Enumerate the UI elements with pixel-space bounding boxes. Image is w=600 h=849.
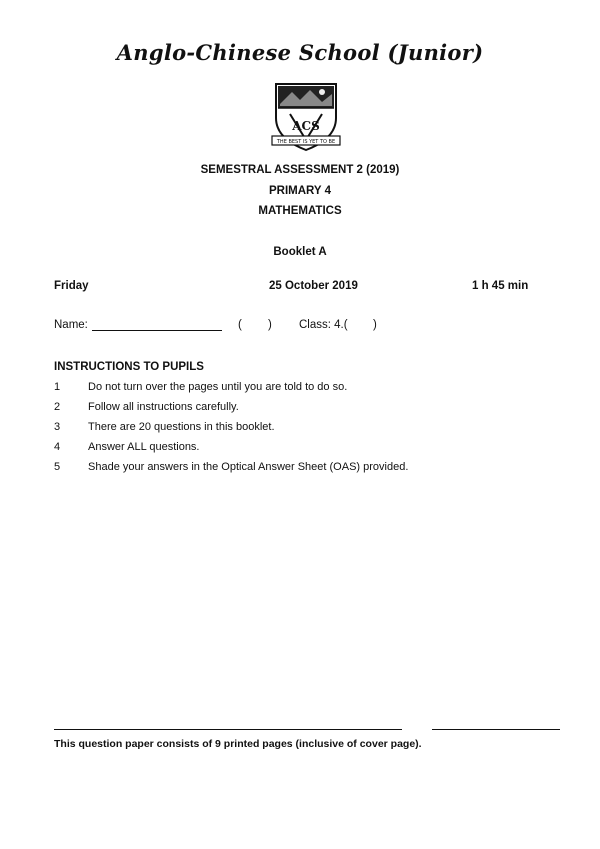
name-field-line[interactable] [92, 320, 222, 331]
instruction-text: Do not turn over the pages until you are told to do so. [88, 381, 348, 393]
exam-day: Friday [54, 280, 89, 292]
instruction-number: 4 [54, 441, 61, 453]
instruction-number: 2 [54, 401, 61, 413]
svg-text:ACS: ACS [292, 119, 320, 133]
instruction-number: 3 [54, 421, 61, 433]
instruction-item [54, 401, 239, 413]
page-count-note: This question paper consists of 9 printed pages (inclusive of cover page). [54, 738, 422, 750]
booklet-label: Booklet A [273, 246, 327, 258]
instructions-title: INSTRUCTIONS TO PUPILS [54, 361, 204, 373]
assessment-title: SEMESTRAL ASSESSMENT 2 (2019) [200, 164, 400, 176]
instruction-item [54, 461, 408, 473]
instruction-number: 5 [54, 461, 61, 473]
instruction-number: 1 [54, 381, 61, 393]
instruction-text: Answer ALL questions. [88, 441, 200, 453]
instruction-item [54, 441, 200, 453]
level-label: PRIMARY 4 [269, 185, 331, 197]
index-close-paren: ) [268, 319, 272, 331]
footer-divider [54, 729, 402, 730]
instruction-text: There are 20 questions in this booklet. [88, 421, 275, 433]
exam-duration: 1 h 45 min [472, 280, 529, 292]
index-open-paren: ( [238, 319, 242, 331]
instruction-item [54, 421, 275, 433]
name-label: Name: [54, 319, 88, 331]
school-name: Anglo-Chinese School (Junior) [116, 40, 484, 65]
subject-label: MATHEMATICS [258, 205, 342, 217]
class-close-paren: ) [373, 319, 377, 331]
instruction-text: Follow all instructions carefully. [88, 401, 239, 413]
class-label: Class: 4.( [299, 319, 348, 331]
svg-text:THE BEST IS YET TO BE: THE BEST IS YET TO BE [276, 139, 336, 145]
instruction-text: Shade your answers in the Optical Answer Sheet (OAS) provided. [88, 461, 409, 473]
instruction-item [54, 381, 347, 393]
school-crest-logo [268, 80, 344, 154]
footer-divider-right [432, 729, 560, 730]
exam-date: 25 October 2019 [269, 280, 358, 292]
